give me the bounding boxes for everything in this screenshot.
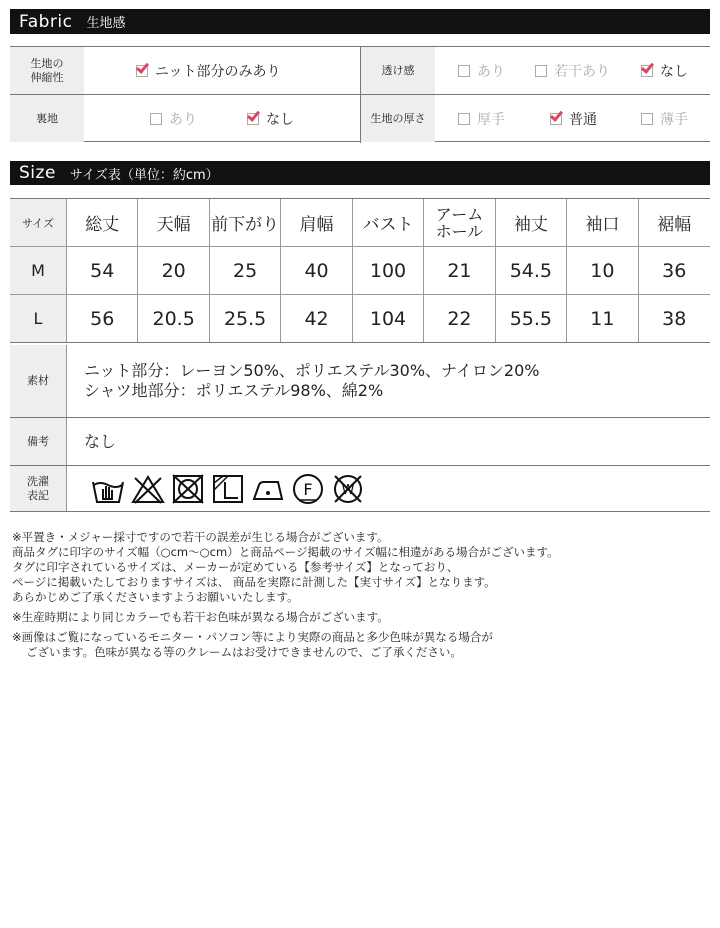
care-row bbox=[10, 466, 710, 512]
table-cell: 20.5 bbox=[138, 295, 209, 342]
size-title: Size bbox=[19, 163, 56, 183]
col-header: 袖丈 bbox=[496, 199, 567, 247]
lining-option-none: なし bbox=[247, 95, 294, 142]
stretch-label: 生地の 伸縮性 bbox=[10, 47, 84, 94]
col-header: 天幅 bbox=[138, 199, 209, 247]
hand-wash-icon bbox=[90, 472, 126, 506]
fabric-table bbox=[10, 46, 710, 142]
note-line: あらかじめご了承くださいますようお願いいたします。 bbox=[12, 590, 299, 604]
fabric-header bbox=[10, 9, 710, 34]
table-cell: 42 bbox=[281, 295, 352, 342]
notes bbox=[12, 530, 559, 660]
no-bleach-icon bbox=[130, 472, 166, 506]
table-cell: 36 bbox=[639, 247, 710, 295]
note-line: ※平置き・メジャー採寸ですので若干の誤差が生じる場合がございます。 bbox=[12, 530, 389, 544]
checkbox-empty-icon bbox=[458, 65, 470, 77]
dry-clean-f-icon bbox=[290, 472, 326, 506]
table-cell: 54.5 bbox=[496, 247, 567, 295]
fabric-subtitle: 生地感 bbox=[86, 16, 126, 31]
thickness-option-thick: 厚手 bbox=[458, 95, 505, 142]
table-cell: 21 bbox=[424, 247, 495, 295]
table-cell: 56 bbox=[67, 295, 138, 342]
table-cell: 38 bbox=[662, 307, 687, 330]
size-table bbox=[10, 198, 710, 343]
lining-option-yes: あり bbox=[150, 95, 197, 142]
table-cell: 40 bbox=[281, 247, 352, 295]
table-cell: 55.5 bbox=[496, 295, 567, 342]
line-dry-shade-icon bbox=[210, 472, 246, 506]
sheer-option-yes: あり bbox=[458, 47, 505, 94]
care-label: 洗濯 表記 bbox=[10, 466, 67, 511]
checkbox-empty-icon bbox=[535, 65, 547, 77]
no-tumble-dry-icon bbox=[170, 472, 206, 506]
table-cell: 25 bbox=[210, 247, 281, 295]
checkbox-checked-icon bbox=[641, 65, 653, 77]
checkbox-empty-icon bbox=[641, 113, 653, 125]
row-size-label: M bbox=[10, 247, 67, 295]
material-value bbox=[84, 345, 540, 417]
size-header bbox=[10, 161, 710, 185]
size-subtitle: サイズ表（単位：約cm） bbox=[69, 167, 219, 183]
checkbox-checked-icon bbox=[550, 113, 562, 125]
note-line: ページに掲載いたしておりますサイズは、 商品を実際に計測した【実寸サイズ】となります。 bbox=[12, 575, 496, 589]
col-header: バスト bbox=[353, 199, 424, 247]
material-line-1: ニット部分：レーヨン50%、ポリエステル30%、ナイロン20% bbox=[84, 361, 540, 380]
table-cell: 25.5 bbox=[210, 295, 281, 342]
note-line: ※生産時期により同じカラーでも若干お色味が異なる場合がございます。 bbox=[12, 610, 389, 624]
col-header: 袖口 bbox=[567, 199, 638, 247]
note-line: ございます。色味が異なる等のクレームはお受けできませんので、ご了承ください。 bbox=[26, 645, 462, 659]
checkbox-checked-icon bbox=[136, 65, 148, 77]
table-cell: 104 bbox=[353, 295, 424, 342]
sheer-label: 透け感 bbox=[361, 47, 435, 94]
stretch-option: ニット部分のみあり bbox=[136, 47, 280, 94]
material-label: 素材 bbox=[10, 345, 67, 417]
table-cell: 10 bbox=[567, 247, 638, 295]
remarks-value: なし bbox=[84, 431, 117, 451]
wet-clean-letter: W bbox=[341, 483, 355, 498]
col-header: 肩幅 bbox=[281, 199, 352, 247]
checkbox-empty-icon bbox=[150, 113, 162, 125]
note-line: ※画像はご覧になっているモニター・パソコン等により実際の商品と多少色味が異なる場合が bbox=[12, 630, 493, 644]
row-size-label: L bbox=[10, 295, 67, 342]
remarks-row bbox=[10, 418, 710, 466]
thickness-option-thin: 薄手 bbox=[641, 95, 688, 142]
sheer-option-slight: 若干あり bbox=[535, 47, 610, 94]
care-icons bbox=[90, 472, 366, 506]
note-line: タグに印字されているサイズは、メーカーが定めている【参考サイズ】となっており、 bbox=[12, 560, 459, 574]
table-cell: 22 bbox=[424, 295, 495, 342]
table-cell: 54 bbox=[67, 247, 138, 295]
note-line: 商品タグに印字のサイズ幅（○cm〜○cm）と商品ページ掲載のサイズ幅に相違がある場合がございます。 bbox=[12, 545, 559, 559]
remarks-label: 備考 bbox=[10, 418, 67, 465]
dry-clean-letter: F bbox=[303, 480, 313, 499]
col-header: 前下がり bbox=[210, 199, 281, 247]
checkbox-empty-icon bbox=[458, 113, 470, 125]
material-row bbox=[10, 345, 710, 418]
thickness-option-normal: 普通 bbox=[550, 95, 597, 142]
thickness-label: 生地の厚さ bbox=[361, 95, 435, 142]
fabric-divider bbox=[360, 47, 361, 143]
sheer-option-none: なし bbox=[641, 47, 688, 94]
lining-label: 裏地 bbox=[10, 95, 84, 142]
col-header: 総丈 bbox=[67, 199, 138, 247]
size-corner: サイズ bbox=[10, 199, 67, 247]
checkbox-checked-icon bbox=[247, 113, 259, 125]
col-header: 裾幅 bbox=[639, 199, 710, 247]
table-cell: 20 bbox=[138, 247, 209, 295]
iron-low-icon bbox=[250, 472, 286, 506]
table-cell: 11 bbox=[567, 295, 638, 342]
table-cell: 100 bbox=[353, 247, 424, 295]
col-header-armhole: アーム ホール bbox=[424, 199, 495, 247]
material-line-2: シャツ地部分：ポリエステル98%、綿2% bbox=[84, 381, 384, 400]
fabric-title: Fabric bbox=[19, 11, 73, 32]
no-wet-clean-icon bbox=[330, 472, 366, 506]
